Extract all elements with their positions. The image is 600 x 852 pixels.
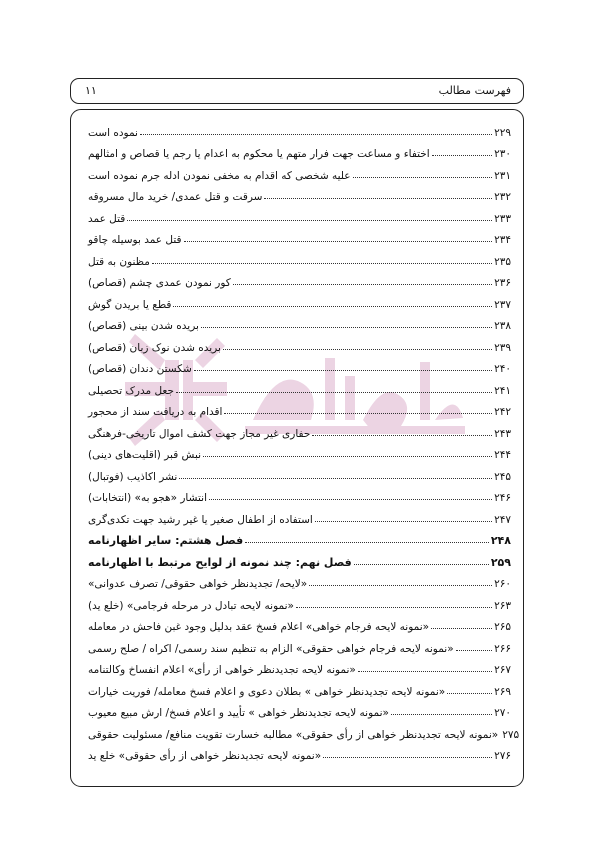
toc-entry (88, 268, 511, 290)
toc-entry-page-number: ۲۴۷ (494, 513, 511, 526)
dot-leader (179, 478, 492, 479)
toc-entry (88, 117, 511, 139)
toc-entry (88, 655, 511, 677)
toc-entry (88, 375, 511, 397)
toc-entry (88, 461, 511, 483)
dot-leader (432, 155, 492, 156)
toc-entry (88, 440, 511, 462)
toc-entry-title: مظنون به قتل (88, 255, 150, 268)
toc-entry-page-number: ۲۳۱ (494, 169, 511, 182)
toc-entry-title: «نمونه لایحه تجدیدنظر خواهی از رأی» اعلام انفساخ وکالتنامه (88, 664, 356, 676)
toc-entry (88, 504, 511, 526)
toc-entry (88, 569, 511, 591)
dot-leader (233, 284, 492, 285)
dot-leader (209, 499, 492, 500)
toc-entry (88, 182, 511, 204)
toc-entry (88, 225, 511, 247)
dot-leader (358, 671, 492, 672)
toc-entry (88, 354, 511, 376)
toc-entry-title: «نمونه لایحه تجدیدنظر خواهی » بطلان دعوی و اعلام فسخ معامله/ فوریت خیارات (88, 685, 446, 698)
dot-leader (309, 585, 492, 586)
header-title: فهرست مطالب (438, 84, 511, 97)
toc-entry-page-number: ۲۳۷ (494, 298, 511, 311)
toc-entry-page-number: ۲۶۶ (494, 642, 511, 655)
dot-leader (315, 521, 492, 522)
toc-entry-title: فصل نهم: چند نمونه از لوایح مرتبط با اظهارنامه (88, 555, 352, 569)
toc-entry-title: قتل عمد (88, 212, 126, 225)
toc-entry-title: «نمونه لایحه تبادل در مرحله فرجامی» (خلع ید) (88, 599, 294, 612)
toc-entry-title: فصل هشتم: سایر اظهارنامه (88, 534, 244, 547)
toc-entry-page-number: ۲۴۲ (494, 406, 511, 418)
toc-entry (88, 246, 511, 268)
toc-entry-title: «نمونه لایحه تجدیدنظر خواهی » تأیید و اعلام فسخ/ ارش مبیع معیوب (88, 707, 389, 719)
toc-entry (88, 698, 511, 720)
toc-entry-page-number: ۲۶۹ (494, 685, 511, 698)
toc-entry-page-number: ۲۷۶ (494, 750, 511, 762)
toc-entry-title: شکستن دندان (قصاص) (88, 363, 192, 375)
dot-leader (184, 241, 493, 242)
toc-entry-page-number: ۲۳۹ (494, 341, 511, 354)
toc-entry-page-number: ۲۴۳ (494, 427, 511, 440)
table-of-contents (88, 117, 520, 762)
toc-entry (88, 418, 511, 440)
toc-entry-page-number: ۲۳۲ (494, 191, 511, 203)
toc-entry-title: کور نمودن عمدی چشم (قصاص) (88, 277, 231, 289)
toc-entry (88, 719, 520, 741)
toc-entry-page-number: ۲۷۰ (494, 707, 511, 719)
chapter-heading-row (88, 547, 511, 569)
toc-entry-title: سرقت و قتل عمدی/ خرید مال مسروقه (88, 191, 263, 203)
toc-entry-page-number: ۲۴۴ (494, 449, 511, 461)
dot-leader (264, 198, 492, 199)
toc-entry-title: نشر اکاذیب (فوتبال) (88, 470, 178, 483)
dot-leader (456, 650, 492, 651)
dot-leader (391, 714, 492, 715)
dot-leader (431, 628, 492, 629)
toc-entry (88, 483, 511, 505)
toc-entry-page-number: ۲۴۰ (494, 363, 511, 375)
page-header (70, 78, 524, 104)
toc-entry-title: جعل مدرک تحصیلی (88, 384, 174, 397)
toc-entry (88, 332, 511, 354)
toc-entry (88, 612, 511, 634)
dot-leader (296, 607, 492, 608)
toc-entry-title: قطع یا بریدن گوش (88, 298, 172, 311)
toc-entry-page-number: ۲۲۹ (494, 126, 511, 139)
toc-entry-page-number: ۲۴۶ (494, 492, 511, 504)
dot-leader (176, 392, 492, 393)
dot-leader (203, 456, 492, 457)
toc-entry-page-number: ۲۳۵ (494, 255, 511, 268)
toc-entry-title: «نمونه لایحه فرجام خواهی» اعلام فسخ عقد بدلیل وجود غبن فاحش در معامله (88, 621, 430, 633)
dot-leader (152, 263, 492, 264)
toc-entry (88, 590, 511, 612)
toc-entry (88, 633, 511, 655)
toc-entry (88, 160, 511, 182)
toc-entry-page-number: ۲۴۸ (490, 534, 511, 547)
toc-entry-page-number: ۲۵۹ (490, 555, 511, 569)
toc-entry (88, 289, 511, 311)
dot-leader (354, 564, 489, 565)
toc-entry-page-number: ۲۳۰ (494, 148, 511, 160)
dot-leader (194, 370, 492, 371)
toc-entry-title: علیه شخصی که اقدام به مخفی نمودن ادله جرم نموده است (88, 169, 351, 182)
toc-entry-page-number: ۲۳۶ (494, 277, 511, 289)
toc-entry-page-number: ۲۴۱ (494, 384, 511, 397)
dot-leader (224, 413, 492, 414)
toc-entry-page-number: ۲۶۵ (494, 621, 511, 633)
toc-entry-title: بریده شدن بینی (قصاص) (88, 320, 199, 332)
chapter-heading-row (88, 526, 511, 548)
dot-leader (127, 220, 492, 221)
toc-entry-page-number: ۲۷۵ (502, 728, 520, 741)
dot-leader (323, 757, 492, 758)
toc-entry-page-number: ۲۳۸ (494, 320, 511, 332)
dot-leader (353, 177, 493, 178)
toc-entry-title: بریده شدن نوک زبان (قصاص) (88, 341, 221, 354)
toc-entry-title: قتل عمد بوسیله چاقو (88, 234, 182, 246)
toc-entry-title: نموده است (88, 126, 138, 139)
toc-entry-page-number: ۲۳۴ (494, 234, 511, 246)
toc-entry-title: استفاده از اطفال صغیر یا غیر رشید جهت تکدی‌گری (88, 513, 313, 526)
dot-leader (173, 306, 492, 307)
toc-entry (88, 741, 511, 763)
toc-entry (88, 139, 511, 161)
toc-entry-title: «لایحه/ تجدیدنظر خواهی حقوقی/ تصرف عدوانی» (88, 578, 308, 590)
toc-entry-page-number: ۲۶۷ (494, 664, 511, 676)
toc-entry (88, 311, 511, 333)
dot-leader (223, 349, 492, 350)
toc-entry-title: حفاری غیر مجاز جهت کشف اموال تاریخی-فرهنگی (88, 427, 311, 440)
toc-entry-title: انتشار «هجو به» (انتخابات) (88, 492, 207, 504)
toc-entry (88, 397, 511, 419)
dot-leader (312, 435, 492, 436)
toc-entry-page-number: ۲۶۳ (494, 599, 511, 612)
toc-entry-title: «نمونه لایحه تجدیدنظر خواهی از رأی حقوقی» خلع ید (88, 750, 322, 762)
toc-entry-page-number: ۲۶۰ (494, 578, 511, 590)
toc-entry-title: «نمونه لایحه فرجام خواهی حقوقی» الزام به تنظیم سند رسمی/ اکراه / صلح رسمی (88, 642, 454, 655)
toc-entry-title: نبش قبر (اقلیت‌های دینی) (88, 449, 202, 461)
dot-leader (447, 693, 492, 694)
toc-entry-title: «نمونه لایحه تجدیدنظر خواهی از رأی حقوقی» مطالبه خسارت تقویت منافع/ مسئولیت حقوقی (88, 728, 499, 741)
dot-leader (201, 327, 492, 328)
toc-entry-page-number: ۲۴۵ (494, 470, 511, 483)
dot-leader (140, 134, 492, 135)
toc-entry (88, 676, 511, 698)
toc-entry-title: اختفاء و مساعت جهت فرار متهم یا محکوم به اعدام یا رجم یا قصاص و امثالهم (88, 148, 430, 160)
toc-entry-title: اقدام به دریافت سند از محجور (88, 406, 223, 418)
dot-leader (245, 542, 489, 543)
toc-entry (88, 203, 511, 225)
header-page-number: ۱۱ (85, 84, 97, 97)
toc-entry-page-number: ۲۳۳ (494, 212, 511, 225)
